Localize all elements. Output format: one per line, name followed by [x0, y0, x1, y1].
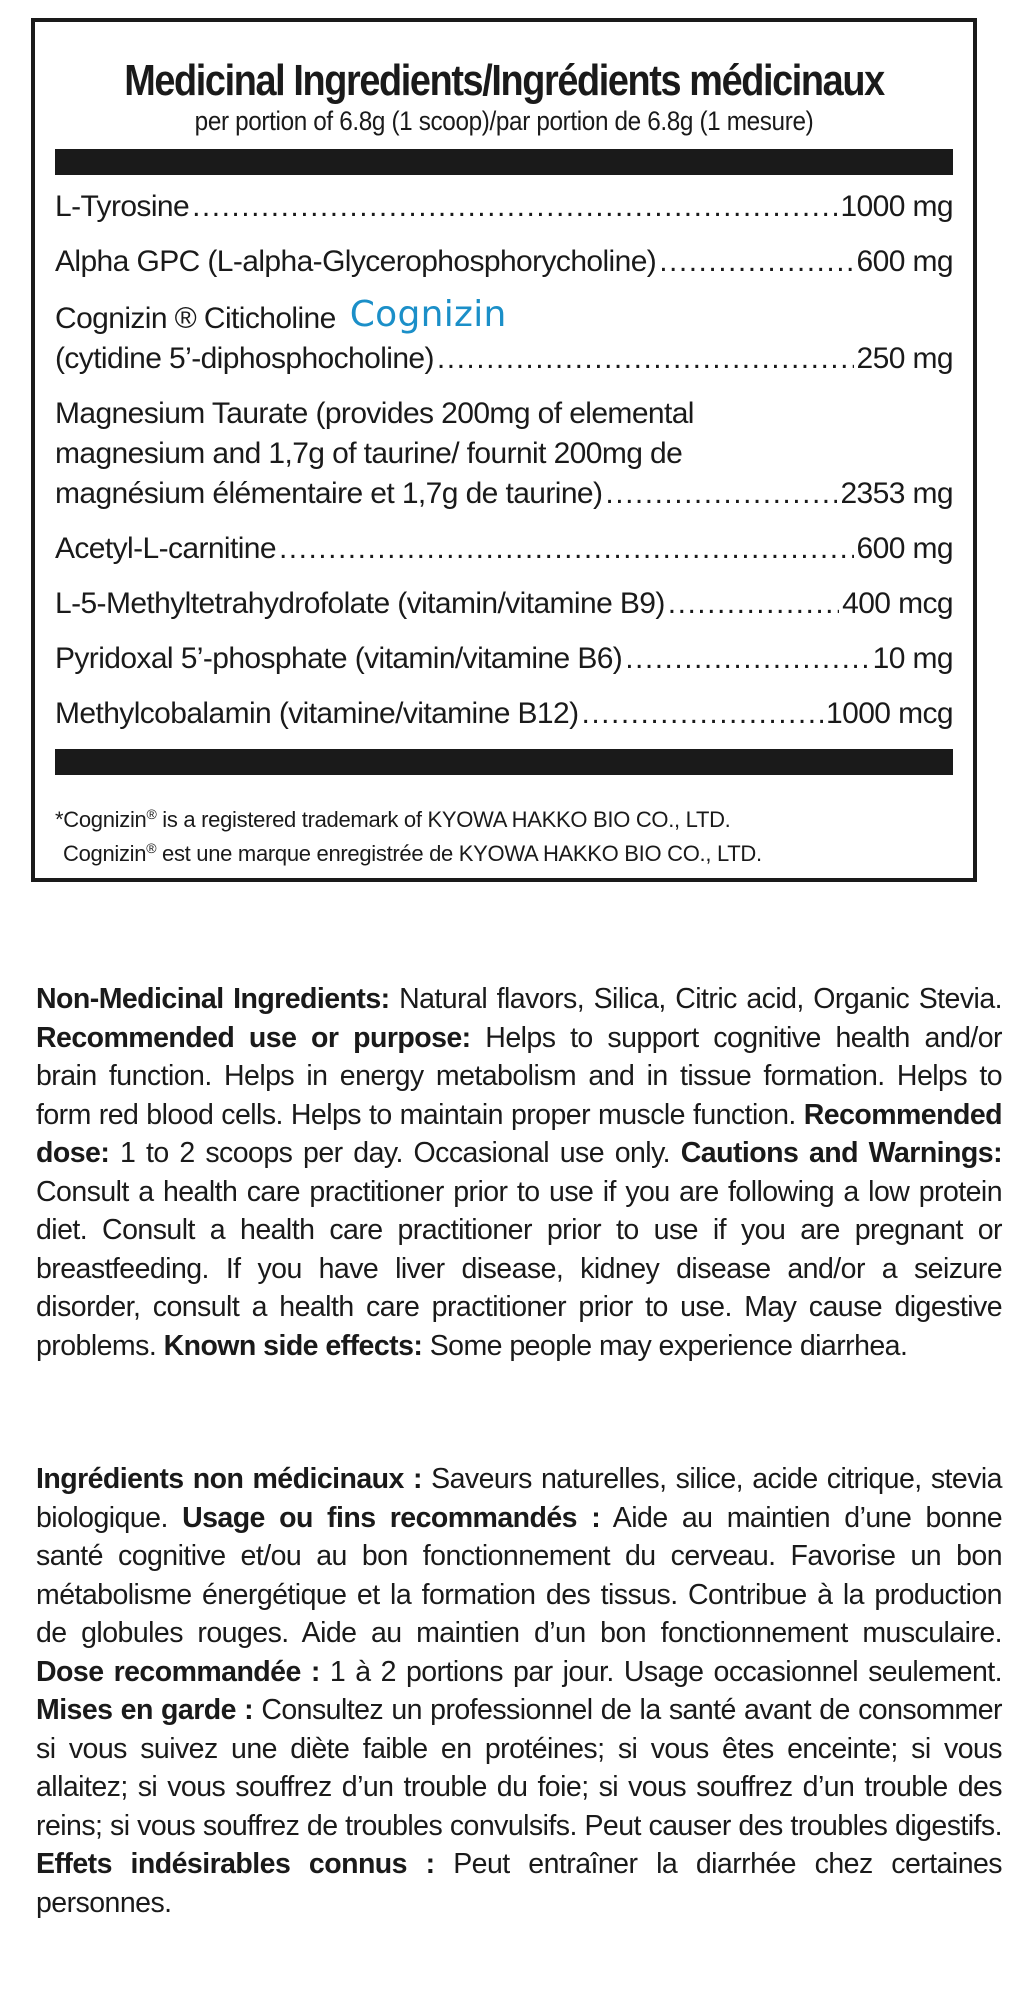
french-label-paragraph — [36, 1460, 1002, 1922]
footnote-text: *Cognizin — [55, 807, 147, 832]
ingredient-row — [55, 639, 953, 679]
footnote-text: est une marque enregistrée de KYOWA HAKKO BIO CO., LTD. — [156, 841, 762, 866]
ingredient-amount: 600 mg — [856, 245, 953, 278]
ingredient-name: Pyridoxal 5’-phosphate (vitamin/vitamine B6) — [55, 642, 623, 675]
section-text: Consultez un professionnel de la santé avant de consommer si vous suivez une diète faible en protéines; si vous êtes enceinte; si vous allaitez; si vous souffrez d’un trouble du foie; si vous souffrez d’un trouble des reins; si vous souffrez de troubles convulsifs. Peut causer des troubles digestifs. — [36, 1694, 1002, 1842]
ingredient-name: magnésium élémentaire et 1,7g de taurine) — [55, 477, 603, 510]
ingredient-list — [55, 187, 953, 749]
ingredient-row — [55, 242, 953, 282]
registered-mark: ® — [146, 806, 157, 822]
ingredient-name: Acetyl-L-carnitine — [55, 532, 276, 565]
registered-mark: ® — [146, 840, 157, 856]
section-heading: Known side effects: — [163, 1329, 423, 1362]
section-text: 1 to 2 scoops per day. Occasional use only. — [109, 1137, 681, 1169]
section-text: Aide au maintien d’une bonne santé cognitive et/ou au bon fonctionnement du cerveau. Favorise un bon métabolisme énergétique et la formation des tissus. Contribue à la production de globules rouges. Aide au maintien d’un bon fonctionnement musculaire. — [36, 1501, 1003, 1649]
ingredient-row — [55, 694, 953, 734]
ingredient-amount: 10 mg — [872, 642, 953, 675]
section-heading: Effets indésirables connus : — [36, 1848, 435, 1880]
section-heading: Usage ou fins recommandés : — [182, 1501, 601, 1534]
ingredient-name: Methylcobalamin (vitamine/vitamine B12) — [55, 697, 579, 730]
section-text: Some people may experience diarrhea. — [422, 1329, 908, 1362]
footnote-text: is a registered trademark of KYOWA HAKKO BIO CO., LTD. — [156, 807, 731, 832]
dot-leader — [279, 529, 854, 569]
ingredient-row — [55, 294, 953, 379]
section-heading: Recommended use or purpose: — [36, 1021, 471, 1054]
ingredient-row — [55, 584, 953, 624]
dot-leader — [668, 584, 839, 624]
section-text: Helps to support cognitive health and/or brain function. Helps in energy metabolism and in tissue formation. Helps to form red blood cells. Helps to maintain proper muscle function. — [36, 1021, 1002, 1131]
dot-leader — [437, 339, 854, 379]
bottom-divider-bar — [55, 749, 953, 775]
medicinal-ingredients-panel — [31, 18, 977, 882]
dot-leader — [605, 474, 837, 514]
ingredient-amount: 1000 mcg — [826, 697, 953, 730]
ingredient-row — [55, 394, 953, 514]
section-heading: Recommended dose: — [36, 1098, 1002, 1169]
dot-leader — [659, 242, 853, 282]
ingredient-name: Alpha GPC (L-alpha-Glycerophosphorycholine) — [55, 245, 657, 278]
ingredient-name-line: Magnesium Taurate (provides 200mg of elemental — [55, 397, 694, 430]
section-text: Natural flavors, Silica, Citric acid, Organic Stevia. — [389, 983, 1002, 1015]
ingredient-amount: 400 mcg — [842, 587, 953, 620]
ingredient-row — [55, 529, 953, 569]
ingredient-amount: 600 mg — [856, 532, 953, 565]
section-text: 1 à 2 portions par jour. Usage occasionnel seulement. — [319, 1655, 1002, 1688]
ingredient-name: (cytidine 5’-diphosphocholine) — [55, 342, 434, 375]
ingredient-amount: 1000 mg — [840, 190, 953, 223]
panel-subtitle: per portion of 6.8g (1 scoop)/par portion de 6.8g (1 mesure) — [194, 106, 814, 136]
ingredient-name: L-5-Methyltetrahydrofolate (vitamin/vitamine B9) — [55, 587, 665, 620]
top-divider-bar — [55, 149, 953, 175]
ingredient-name-line: magnesium and 1,7g of taurine/ fournit 200mg de — [55, 437, 683, 470]
english-label-paragraph — [36, 980, 1002, 1365]
dot-leader — [582, 694, 824, 734]
dot-leader — [192, 187, 837, 227]
section-heading: Cautions and Warnings: — [680, 1137, 1003, 1169]
ingredient-amount: 2353 mg — [840, 477, 953, 510]
section-heading: Ingrédients non médicinaux : — [36, 1463, 422, 1495]
ingredient-amount: 250 mg — [856, 342, 953, 375]
footnote-text: Cognizin — [63, 841, 147, 866]
panel-title: Medicinal Ingredients/Ingrédients médicinaux — [124, 56, 884, 105]
dot-leader — [625, 639, 869, 679]
ingredient-name: L-Tyrosine — [55, 190, 190, 223]
section-heading: Non-Medicinal Ingredients: — [36, 983, 390, 1015]
section-heading: Mises en garde : — [36, 1694, 254, 1726]
trademark-footnote — [55, 800, 762, 868]
section-text: Saveurs naturelles, silice, acide citrique, stevia biologique. — [36, 1463, 1002, 1534]
section-text: Consult a health care practitioner prior to use if you are following a low protein diet. Consult a health care practitioner prior to use if you are pregnant or breastfeeding. If you have liver disease, kidney disease and/or a seizure disorder, consult a health care practitioner prior to use. May cause digestive problems. — [36, 1175, 1002, 1362]
ingredient-name-line: Cognizin ® Citicholine — [55, 302, 336, 335]
section-heading: Dose recommandée : — [36, 1655, 320, 1688]
section-text: Peut entraîner la diarrhée chez certaines personnes. — [36, 1848, 1002, 1919]
cognizin-logo: Cognizin — [349, 294, 507, 335]
ingredient-row — [55, 187, 953, 227]
